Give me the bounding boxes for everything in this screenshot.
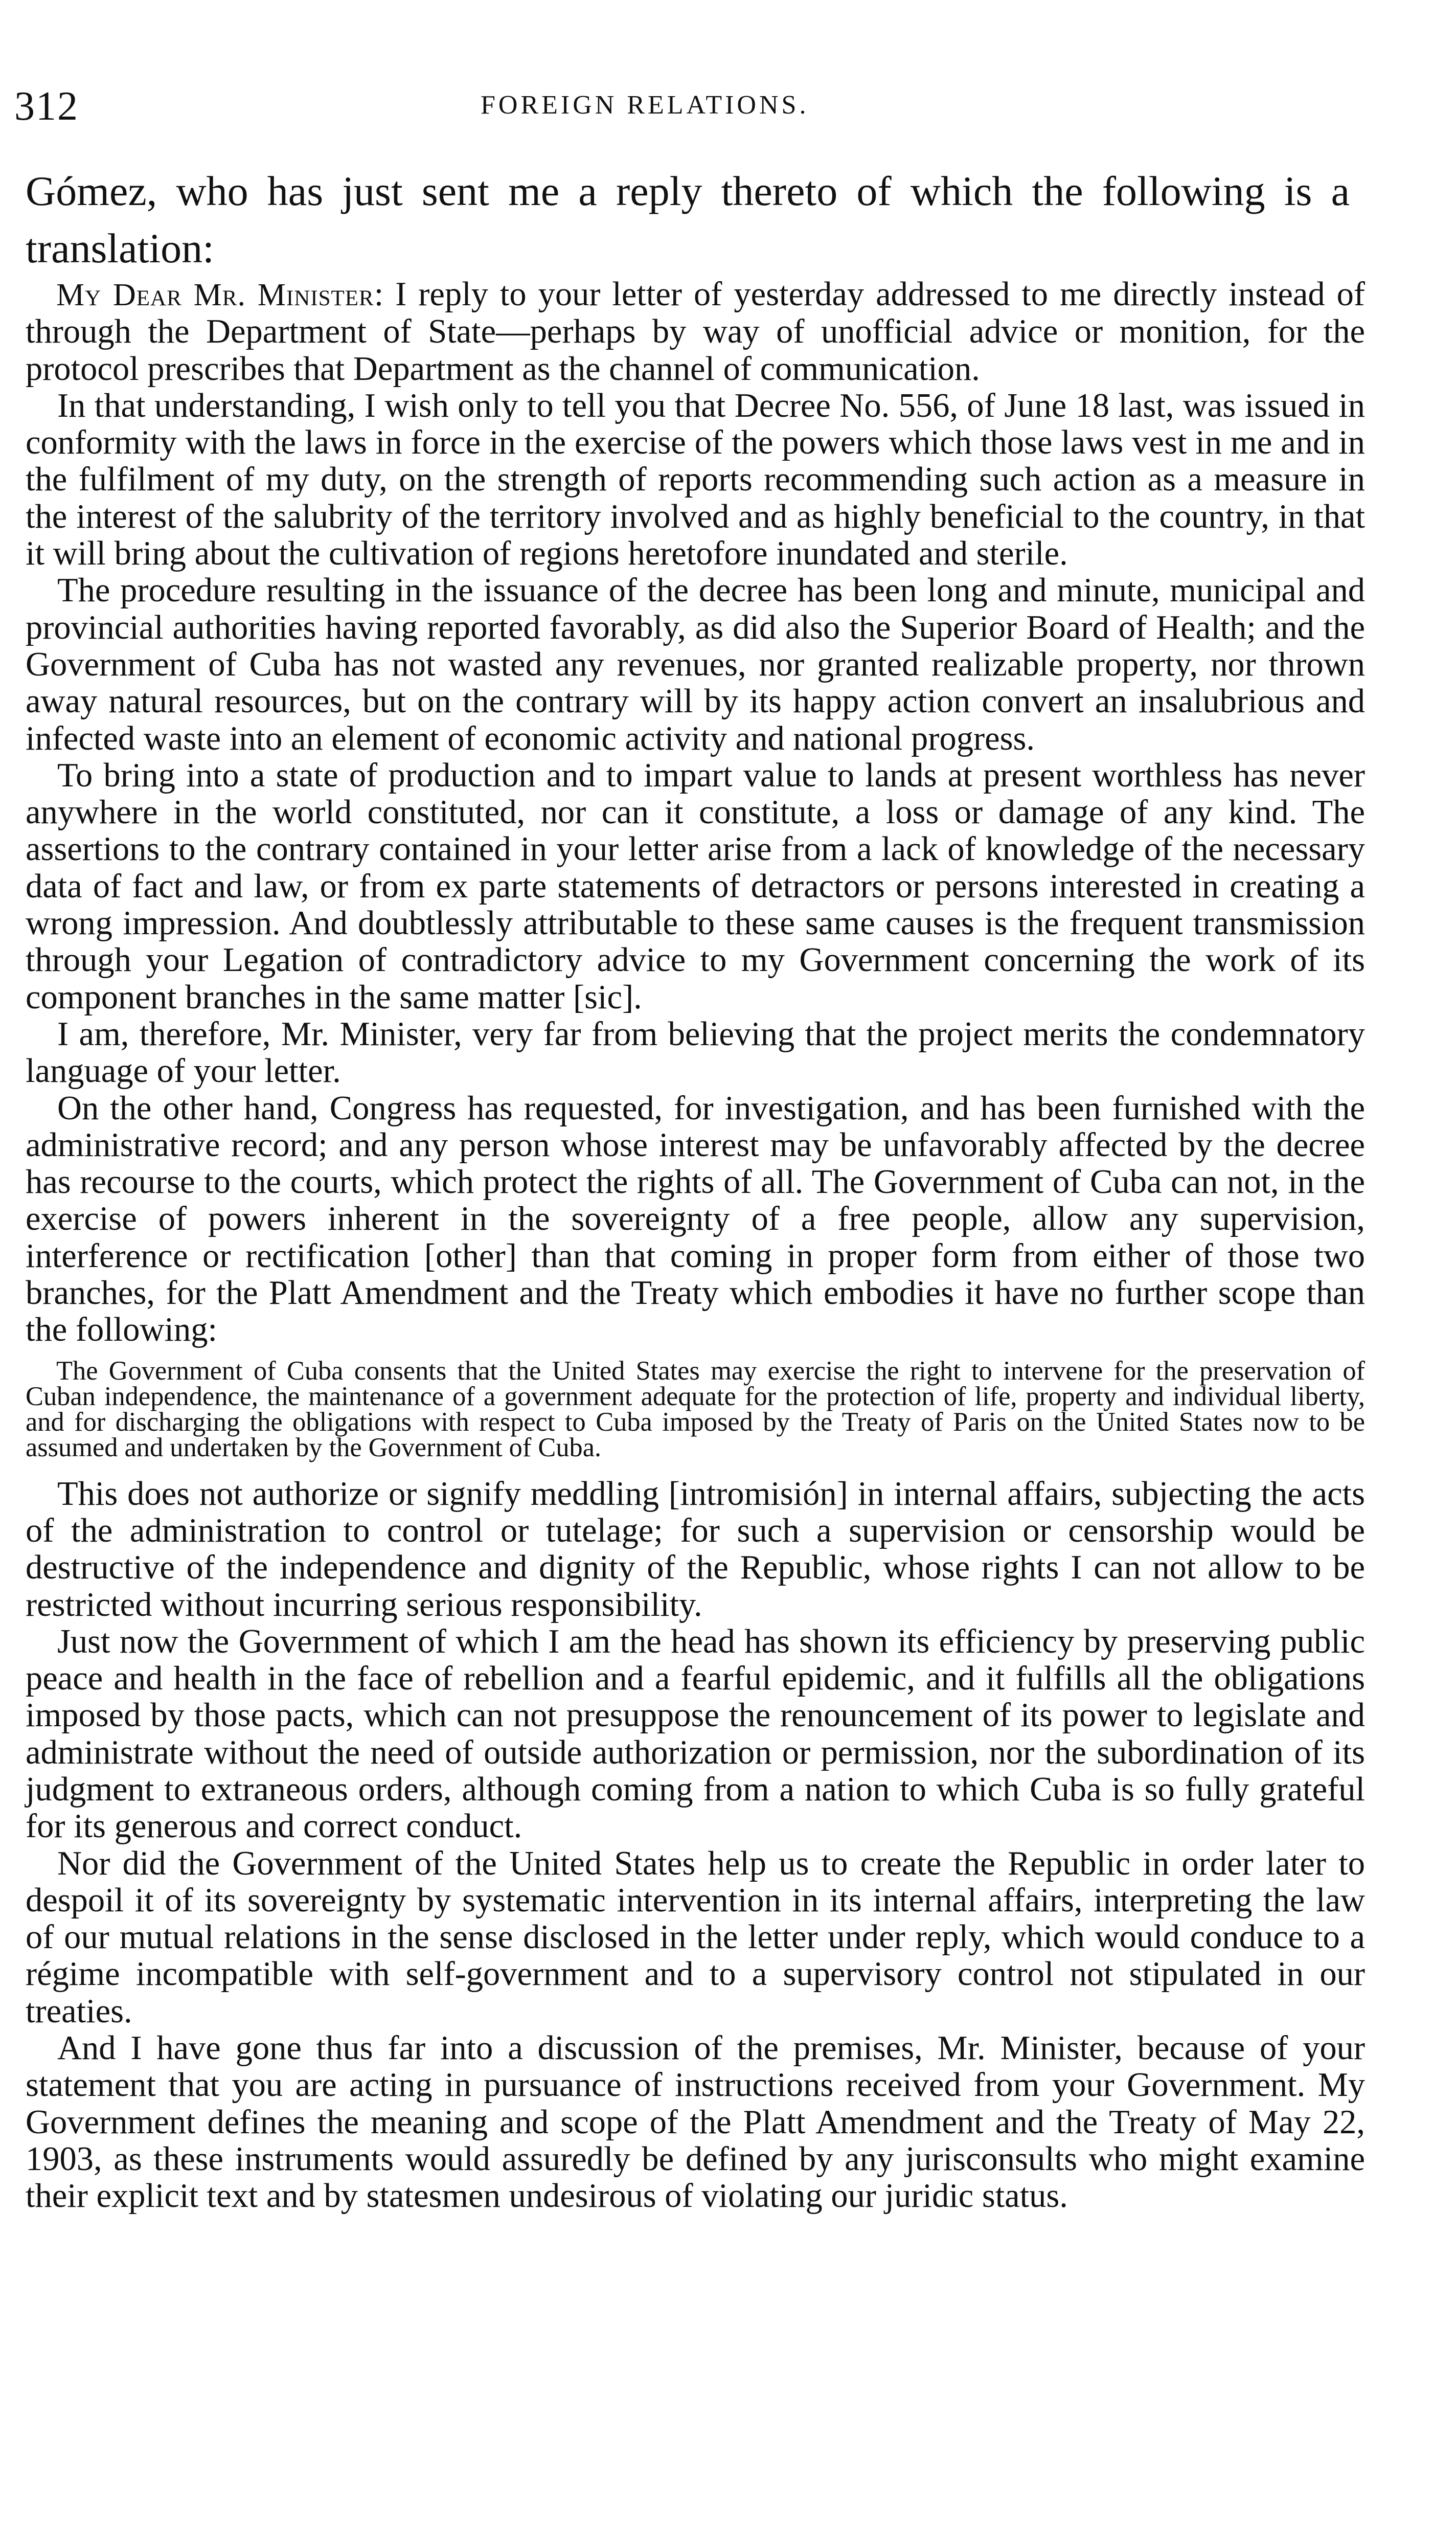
letter-paragraph-5: I am, therefore, Mr. Minister, very far from believing that the project merits the condemnatory language of your letter. xyxy=(26,1015,1365,1090)
letter-paragraph-6: On the other hand, Congress has requested, for investigation, and has been furnished with the administrative record; and any person whose interest may be unfavorably affected by the decree has recourse to the courts, which protect the rights of all. The Government of Cuba can not, in the exercise of powers inherent in the sovereignty of a free people, allow any supervision, interference or rectification [other] than that coming in proper form from either of those two branches, for the Platt Amendment and the Treaty which embodies it have no further scope than the following: xyxy=(26,1089,1365,1349)
salutation: My Dear Mr. Minister xyxy=(56,278,374,312)
letter-paragraph-3: The procedure resulting in the issuance of the decree has been long and minute, municipal and provincial authorities having reported favorably, as did also the Superior Board of Health; and the Government of Cuba has not wasted any revenues, nor granted realizable property, nor thrown away natural resources, but on the contrary will by its happy action convert an insalubrious and infected waste into an element of economic activity and national progress. xyxy=(26,572,1365,757)
letter-paragraph-10: And I have gone thus far into a discussion of the premises, Mr. Minister, because of your statement that you are acting in pursuance of instructions received from your Government. My Government defines the meaning and scope of the Platt Amendment and the Treaty of May 22, 1903, as these instruments would assuredly be defined by any jurisconsults who might examine their explicit text and by statesmen undesirous of violating our juridic status. xyxy=(26,2029,1365,2215)
letter-paragraph-7: This does not authorize or signify meddling [intromisión] in internal affairs, subjecting the acts of the administration to control or tutelage; for such a supervision or censorship would be destructive of the independence and dignity of the Republic, whose rights I can not allow to be restricted without incurring serious responsibility. xyxy=(26,1475,1365,1623)
page-number: 312 xyxy=(14,84,79,129)
running-head: FOREIGN RELATIONS. xyxy=(481,91,809,120)
letter-paragraph-1-text: : I reply to your letter of yesterday addressed to me directly instead of through the Department of State—perhaps by way of unofficial advice or monition, for the protocol prescribes that Department as the channel of communication. xyxy=(26,276,1365,388)
platt-amendment-quote: The Government of Cuba consents that the United States may exercise the right to intervene for the preservation of Cuban independence, the maintenance of a government adequate for the protection of life, property and individual liberty, and for discharging the obligations with respect to Cuba imposed by the Treaty of Paris on the United States now to be assumed and undertaken by the Government of Cuba. xyxy=(26,1356,1365,1462)
letter-paragraph-8: Just now the Government of which I am the head has shown its efficiency by preserving public peace and health in the face of rebellion and a fearful epidemic, and it fulfills all the obligations imposed by those pacts, which can not presuppose the renouncement of its power to legislate and administrate without the need of outside authorization or permission, nor the subordination of its judgment to extraneous orders, although coming from a nation to which Cuba is so fully grateful for its generous and correct conduct. xyxy=(26,1622,1365,1845)
lead-paragraph: Gómez, who has just sent me a reply thereto of which the following is a translation: xyxy=(26,168,1350,272)
letter-paragraph-2: In that understanding, I wish only to tell you that Decree No. 556, of June 18 last, was issued in conformity with the laws in force in the exercise of the powers which those laws vest in me and in the fulfilment of my duty, on the strength of reports recommending such action as a measure in the interest of the salubrity of the territory involved and as highly beneficial to the country, in that it will bring about the cultivation of regions heretofore inundated and sterile. xyxy=(26,387,1365,573)
letter-paragraph-9: Nor did the Government of the United States help us to create the Republic in order later to despoil it of its sovereignty by systematic intervention in its internal affairs, interpreting the law of our mutual relations in the sense disclosed in the letter under reply, which would conduce to a régime incompatible with self-government and to a supervisory control not stipulated in our treaties. xyxy=(26,1844,1365,2030)
letter-paragraph-4: To bring into a state of production and to impart value to lands at present worthless has never anywhere in the world constituted, nor can it constitute, a loss or damage of any kind. The assertions to the contrary contained in your letter arise from a lack of knowledge of the necessary data of fact and law, or from ex parte statements of detractors or persons interested in creating a wrong impression. And doubtlessly attributable to these same causes is the frequent transmission through your Legation of contradictory advice to my Government concerning the work of its component branches in the same matter [sic]. xyxy=(26,756,1365,1016)
letter-paragraph-1 xyxy=(26,276,1365,388)
letter-body xyxy=(26,276,1365,2215)
